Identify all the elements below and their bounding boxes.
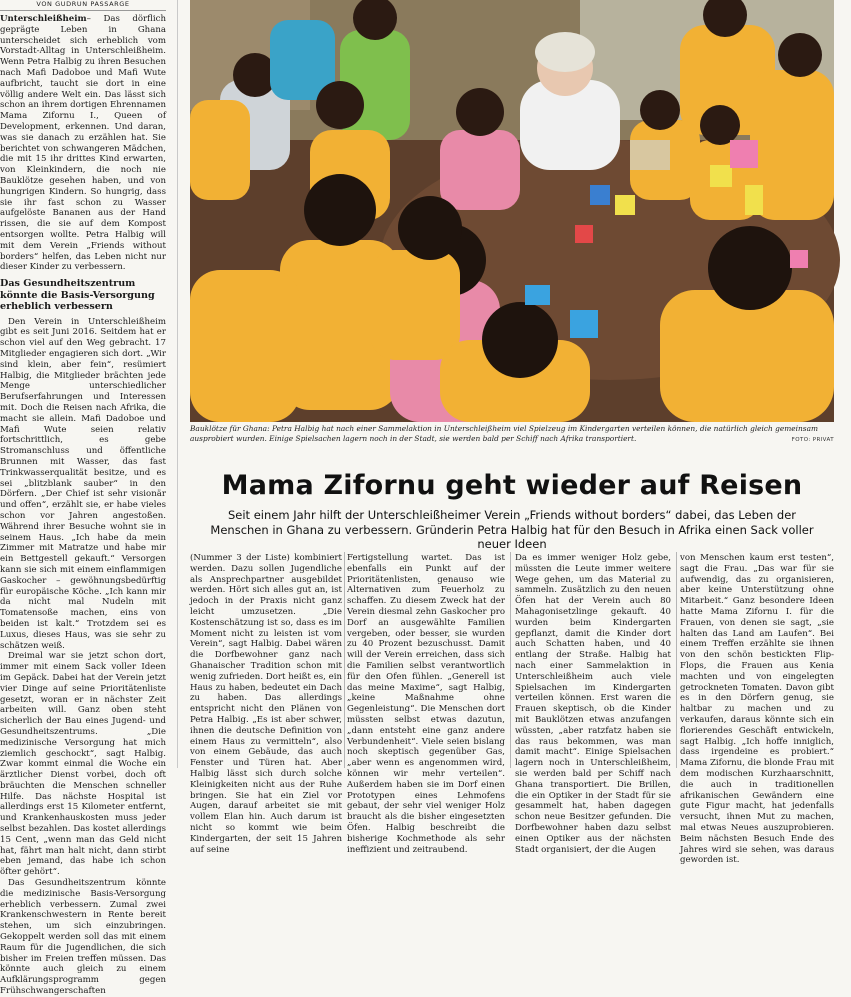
headline: Mama Zifornu geht wieder auf Reisen [221,470,803,501]
column-divider [177,0,178,768]
column-1 [0,14,166,997]
photo-caption [190,424,834,443]
paragraph: Fertigstellung wartet. Das ist ebenfalls ein Punkt auf der Prioritätenlisten, genauso wie Alternativen zum Feuerholz zu schaffen. Zu diesem Zweck hat der Verein diesmal zehn Gaskocher pro Dorf an ausgewählte Familien vergeben, oder besser, sie wurden zu 40 Prozent bezuschusst. Damit will der Verein erreichen, dass sich die Familien selbst verantwortlich für den Ofen fühlen. „Generell ist das meine Maxime“, sagt Halbig, „keine Maßnahme ohne Gegenleistung“. Die Menschen dort müssten selbst etwas dazutun, „dann entsteht eine ganz andere Verbundenheit“. Viele seien bislang noch skeptisch gegenüber Gas, „aber wenn es angenommen wird, können wir mehr verteilen“. Außerdem haben sie im Dorf einen Prototypen eines Lehmofens gebaut, der sehr viel weniger Holz braucht als die bisher eingesetzten Öfen. Halbig beschreibt die bisherige Kochmethode als sehr ineffizient und zeitraubend. [347,553,505,855]
paragraph: Den Verein in Unterschleißheim gibt es seit Juni 2016. Seitdem hat er schon viel auf den Weg gebracht. 17 Mitglieder engagieren sich dort. „Wir sind klein, aber fein“, resümiert Halbig, die Mitglieder brächten jede Menge unterschiedlicher Berufserfahrungen und Interessen mit. Doch die Reisen nach Afrika, die macht sie allein. Mafi Dadoboe und Mafi Wute seien relativ fortschrittlich, es gebe Stromanschluss und öffentliche Brunnen mit Wasser, das fast Trinkwasserqualität besitze, und es sei „blitzblank sauber“ in den Dörfern. „Der Chief ist sehr visionär und offen“, erzählt sie, er habe vieles schon vor Jahren angestoßen. Während ihrer Besuche wohnt sie in seinem Haus. „Ich habe da mein Zimmer mit Matratze und habe mir ein Bettgestell gekauft.“ Versorgen kann sie sich mit einem einflammigen Gaskocher – gewöhnungsbedürftig für europäische Köche. „Ich kann mir da nicht mal Nudeln mit Tomatensoße machen, eins von beiden ist kalt.“ Trotzdem sei es Luxus, dieses Haus, was sie sehr zu schätzen weiß. [0,316,166,651]
column-rule [344,552,345,768]
caption-text: Petra Halbig hat nach einer Sammelaktion in Unterschleißheim viel Spielzeug im Kindergarten verteilen können, die natürlich gleich gemeinsam ausprobiert wurden. Einige Spielsachen lagern noch in der Stadt, sie werden bald per Schiff nach Afrika transportiert. [190,424,818,443]
paragraph: Da es immer weniger Holz gebe, müssten die Leute immer weitere Wege gehen, um das Material zu sammeln. Zusätzlich zu den neuen Öfen hat der Verein auch 80 Mahagonisetzlinge gekauft. 40 wurden beim Kindergarten gepflanzt, damit die Kinder dort auch Schatten haben, und 40 entlang der Straße. Halbig hat nach einer Sammelaktion in Unterschleißheim auch viele Spielsachen im Kindergarten verteilen können. Erst waren die Frauen skeptisch, ob die Kinder mit Bauklötzen etwas anzufangen wüssten, „aber ratzfatz haben sie das raus bekommen, was man damit macht“. Einige Spielsachen lagern noch in Unterschleißheim, sie werden bald per Schiff nach Ghana transportiert. Die Brillen, die ein Optiker in der Stadt für sie gesammelt hat, haben dagegen schon neue Besitzer gefunden. Die Dorfbewohner haben dazu selbst einen Optiker aus der nächsten Stadt organisiert, der die Augen [515,553,671,855]
subheading: Das Gesundheitszentrum könnte die Basis-Versorgung erheblich verbessern [0,278,155,313]
caption-lead: Bauklötze für Ghana: [190,424,270,433]
column-3 [347,553,505,855]
column-2 [190,553,342,855]
subheadline: Seit einem Jahr hilft der Unterschleißheimer Verein „Friends without borders“ dabei, das Leben der Menschen in Ghana zu verbessern. Gründerin Petra Halbig hat für den Besuch in Afrika einen Sack voller neuer Ideen [210,508,814,551]
paragraph: von Menschen kaum erst testen“, sagt die Frau. „Das war für sie aufwendig, das zu organisieren, aber keine Unterstützung ohne Mitarbeit.“ Ganz besondere Ideen hatte Mama Zifornu I. für die Frauen, von denen sie sagt, „sie halten das Land am Laufen“. Bei einem Treffen erzählte sie ihnen von den schön bestickten Flip-Flops, die Frauen aus Kenia machten und von eingelegten getrockneten Tomaten. Davon gibt es in den Dörfern genug, sie haltbar zu machen und zu verkaufen, daraus könnte sich ein florierendes Geschäft entwickeln, sagt Halbig. „Ich hoffe inniglich, dass irgendeine es probiert.“ Mama Zifornu, die blonde Frau mit dem modischen Kurzhaarschnitt, die auch in traditionellen afrikanischen Gewändern eine gute Figur macht, hat jedenfalls versucht, ihnen Mut zu machen, mal etwas Neues auszuprobieren. Beim nächsten Besuch Ende des Jahres wird sie sehen, was daraus geworden ist. [680,553,834,866]
column-rule [510,552,511,768]
lead-paragraph [0,14,166,273]
column-5 [680,553,834,866]
byline: VON GUDRUN PASSARGE [0,0,166,11]
photo-children-playing-with-blocks [190,0,834,422]
paragraph: Dreimal war sie jetzt schon dort, immer mit einem Sack voller Ideen im Gepäck. Dabei hat der Verein jetzt vier Dinge auf seine Prioritätenliste gesetzt, woran er in nächster Zeit arbeiten will. Ganz oben steht sicherlich der Bau eines Jugend- und Gesundheitszentrums. „Die medizinische Versorgung hat mich ziemlich geschockt“, sagt Halbig. Zwar kommt einmal die Woche ein ärztlicher Dienst vorbei, doch oft bräuchten die Menschen schneller Hilfe. Das nächste Hospital ist allerdings erst 15 Kilometer entfernt, und Krankenhauskosten muss jeder selbst bezahlen. Das kostet allerdings 15 Cent, „wenn man das Geld nicht hat, fährt man halt nicht, dann stirbt eben jemand, das habe ich schon öfter gehört“. [0,651,166,878]
paragraph: (Nummer 3 der Liste) kombiniert werden. Dazu sollen Jugendliche als Ansprechpartner ausgebildet werden. Hört sich alles gut an, ist jedoch in der Praxis nicht ganz leicht umzusetzen. „Die Kostenschätzung ist so, dass es im Moment nicht zu leisten ist vom Verein“, sagt Halbig. Dabei wären die Dorfbewohner ganz nach Ghanaischer Tradition schon mit wenig zufrieden. Dort heißt es, ein Haus zu haben, bedeutet ein Dach zu haben. Das allerdings entspricht nicht den Plänen von Petra Halbig. „Es ist aber schwer, ihnen die deutsche Definition von einem Haus zu vermitteln“, also von einem Gebäude, das auch Fenster und Türen hat. Aber Halbig lässt sich durch solche Kleinigkeiten nicht aus der Ruhe bringen. Sie hat ein Ziel vor Augen, darauf arbeitet sie mit vollem Elan hin. Auch darum ist nicht so kommt wie beim Kindergarten, der seit 15 Jahren auf seine [190,553,342,855]
column-rule [676,552,677,768]
dateline: Unterschleißheim [0,14,87,24]
photo-credit: FOTO: PRIVAT [791,437,834,443]
photo-illustration [190,0,834,422]
column-4 [515,553,671,855]
lead-text: – Das dörflich geprägte Leben in Ghana unterscheidet sich erheblich vom Vorstadt-Alltag in Unterschleißheim. Wenn Petra Halbig zu ihren Besuchen nach Mafi Dadoboe und Mafi Wute aufbricht, taucht sie dort in eine völlig andere Welt ein. Das lässt sich schon an ihrem dortigen Ehrennamen Mama Zifornu I., Queen of Development, erkennen. Und daran, was sie danach zu erzählen hat. Sie berichtet von schwangeren Mädchen, die mit 15 ihr drittes Kind erwarten, von Kleinkindern, die noch nie Bauklötze gesehen haben, und von hungrigen Kindern. So hungrig, dass sie ihr fast schon zu Wasser aufgelöste Bananen aus der Hand rissen, die sie auf dem Kompost entsorgen wollte. Petra Halbig will mit dem Verein „Friends without borders“ helfen, das Leben nicht nur dieser Kinder zu verbessern. [0,14,166,273]
paragraph: Das Gesundheitszentrum könnte die medizinische Basis-Versorgung erheblich verbessern. Zumal zwei Krankenschwestern in Rente bereit stehen, um sich einzubringen. Gekoppelt werden soll das mit einem Raum für die Jugendlichen, die sich bisher im Freien treffen müssen. Das könnte auch gleich zu einem Aufklärungsprogramm gegen Frühschwangerschaften [0,878,166,997]
